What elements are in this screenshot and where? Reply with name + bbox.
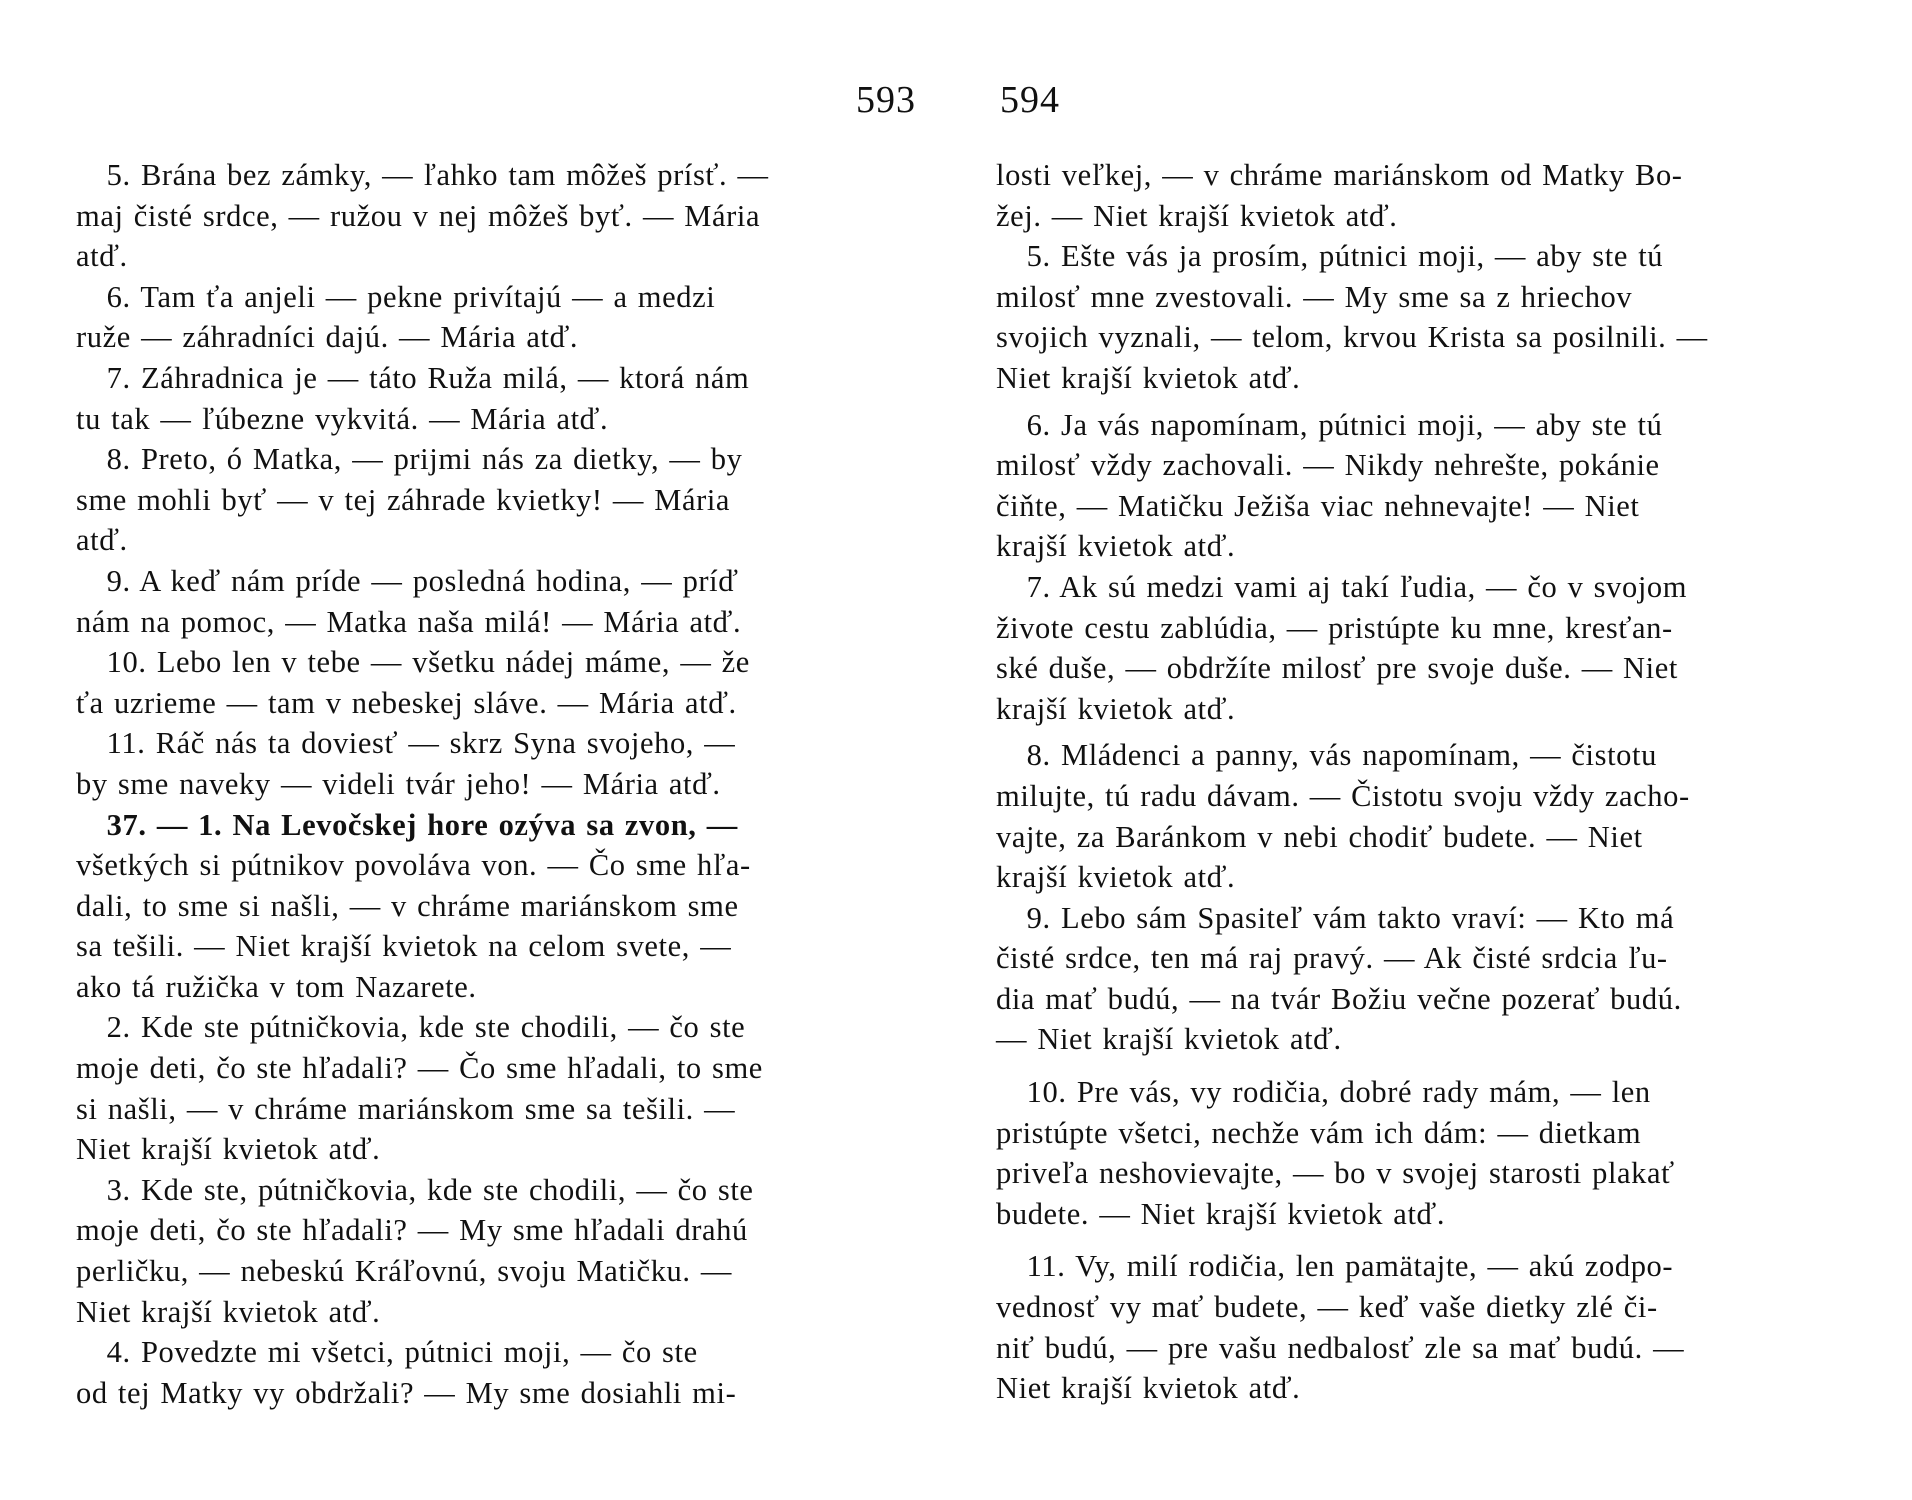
text-line: žej. — Niet krajší kvietok atď. — [996, 198, 1398, 233]
text-line: 9. Lebo sám Spasiteľ vám takto vraví: — Kto má — [996, 900, 1675, 935]
text-line: milosť vždy zachovali. — Nikdy nehrešte, pokánie — [996, 448, 1660, 483]
text-line: milujte, tú radu dávam. — Čistotu svoju vždy zacho- — [996, 778, 1690, 813]
text-line: 3. Kde ste, pútničkovia, kde ste chodili, — čo ste — [76, 1172, 754, 1207]
text-line: všetkých si pútnikov povoláva von. — Čo sme hľa- — [76, 848, 751, 883]
text-line: 6. Ja vás napomínam, pútnici moji, — aby ste tú — [996, 407, 1663, 442]
text-line: ské duše, — obdržíte milosť pre svoje duše. — Niet — [996, 651, 1678, 686]
page-number-right: 594 — [1000, 79, 1060, 121]
text-line: 7. Ak sú medzi vami aj takí ľudia, — čo v svojom — [996, 569, 1688, 604]
text-line: moje deti, čo ste hľadali? — My sme hľadali drahú — [76, 1213, 748, 1248]
hymn-heading-line: 37. — 1. Na Levočskej hore ozýva sa zvon, — — [76, 807, 738, 842]
text-line: sa tešili. — Niet krajší kvietok na celom svete, — — [76, 929, 732, 964]
text-line: 5. Ešte vás ja prosím, pútnici moji, — aby ste tú — [996, 239, 1664, 274]
text-line: 10. Lebo len v tebe — všetku nádej máme, — že — [76, 645, 750, 680]
text-line: živote cestu zablúdia, — pristúpte ku mne, kresťan- — [996, 610, 1673, 645]
text-line: perličku, — nebeskú Kráľovnú, svoju Matičku. — — [76, 1254, 732, 1289]
text-line: ruže — záhradníci dajú. — Mária atď. — [76, 320, 579, 355]
text-line: 2. Kde ste pútničkovia, kde ste chodili, — čo ste — [76, 1010, 746, 1045]
text-line: čiňte, — Matičku Ježiša viac nehnevajte! — Niet — [996, 488, 1640, 523]
text-line: 8. Mládenci a panny, vás napomínam, — čistotu — [996, 738, 1657, 773]
text-line: 4. Povedzte mi všetci, pútnici moji, — čo ste — [76, 1335, 698, 1370]
text-line: krajší kvietok atď. — [996, 860, 1236, 895]
text-line: by sme naveky — videli tvár jeho! — Mária atď. — [76, 766, 721, 801]
text-line: milosť mne zvestovali. — My sme sa z hriechov — [996, 279, 1633, 314]
text-line: 7. Záhradnica je — táto Ruža milá, — ktorá nám — [76, 360, 750, 395]
text-line: 5. Brána bez zámky, — ľahko tam môžeš prísť. — — [76, 158, 769, 192]
text-line: 11. Ráč nás ta doviesť — skrz Syna svojeho, — — [76, 726, 736, 761]
text-line: si našli, — v chráme mariánskom sme sa tešili. — — [76, 1091, 736, 1126]
text-line: krajší kvietok atď. — [996, 529, 1236, 564]
text-line: budete. — Niet krajší kvietok atď. — [996, 1196, 1446, 1231]
text-line: atď. — [76, 523, 128, 558]
text-line: pristúpte všetci, nechže vám ich dám: — dietkam — [996, 1115, 1642, 1150]
text-line: atď. — [76, 239, 128, 274]
right-column — [996, 155, 1842, 1409]
text-line: Niet krajší kvietok atď. — [76, 1294, 381, 1329]
text-line: losti veľkej, — v chráme mariánskom od Matky Bo- — [996, 158, 1683, 192]
text-line: dali, to sme si našli, — v chráme mariánskom sme — [76, 888, 739, 923]
text-line: Niet krajší kvietok atď. — [996, 360, 1301, 395]
text-line: — Niet krajší kvietok atď. — [996, 1022, 1342, 1057]
text-line: 9. A keď nám príde — posledná hodina, — príď — [76, 563, 739, 598]
text-line: niť budú, — pre vašu nedbalosť zle sa mať budú. — — [996, 1330, 1685, 1365]
left-column — [76, 155, 916, 1413]
page-number-left: 593 — [856, 79, 916, 121]
text-line: maj čisté srdce, — ružou v nej môžeš byť. — Mária — [76, 198, 761, 233]
text-line: 6. Tam ťa anjeli — pekne privítajú — a medzi — [76, 279, 716, 314]
text-line: ťa uzrieme — tam v nebeskej sláve. — Mária atď. — [76, 685, 737, 720]
text-line: dia mať budú, — na tvár Božiu večne pozerať budú. — [996, 981, 1682, 1016]
text-line: 8. Preto, ó Matka, — prijmi nás za dietky, — by — [76, 442, 743, 477]
text-line: moje deti, čo ste hľadali? — Čo sme hľadali, to sme — [76, 1051, 763, 1086]
text-line: Niet krajší kvietok atď. — [76, 1132, 381, 1167]
text-line: 11. Vy, milí rodičia, len pamätajte, — akú zodpo- — [996, 1249, 1674, 1284]
text-line: Niet krajší kvietok atď. — [996, 1371, 1301, 1406]
text-line: čisté srdce, ten má raj pravý. — Ak čisté srdcia ľu- — [996, 941, 1668, 976]
text-line: vednosť vy mať budete, — keď vaše dietky zlé či- — [996, 1290, 1658, 1325]
text-line: vajte, za Baránkom v nebi chodiť budete. — Niet — [996, 819, 1643, 854]
text-line: od tej Matky vy obdržali? — My sme dosiahli mi- — [76, 1375, 737, 1410]
text-line: ako tá ružička v tom Nazarete. — [76, 969, 477, 1004]
text-line: 10. Pre vás, vy rodičia, dobré rady mám, — len — [996, 1075, 1651, 1110]
text-line: priveľa neshovievajte, — bo v svojej starosti plakať — [996, 1156, 1675, 1191]
text-line: krajší kvietok atď. — [996, 691, 1236, 726]
text-line: svojich vyznali, — telom, krvou Krista sa posilnili. — — [996, 320, 1708, 355]
text-line: sme mohli byť — v tej záhrade kvietky! — Mária — [76, 482, 731, 517]
text-line: nám na pomoc, — Matka naša milá! — Mária atď. — [76, 604, 742, 639]
text-line: tu tak — ľúbezne vykvitá. — Mária atď. — [76, 401, 609, 436]
